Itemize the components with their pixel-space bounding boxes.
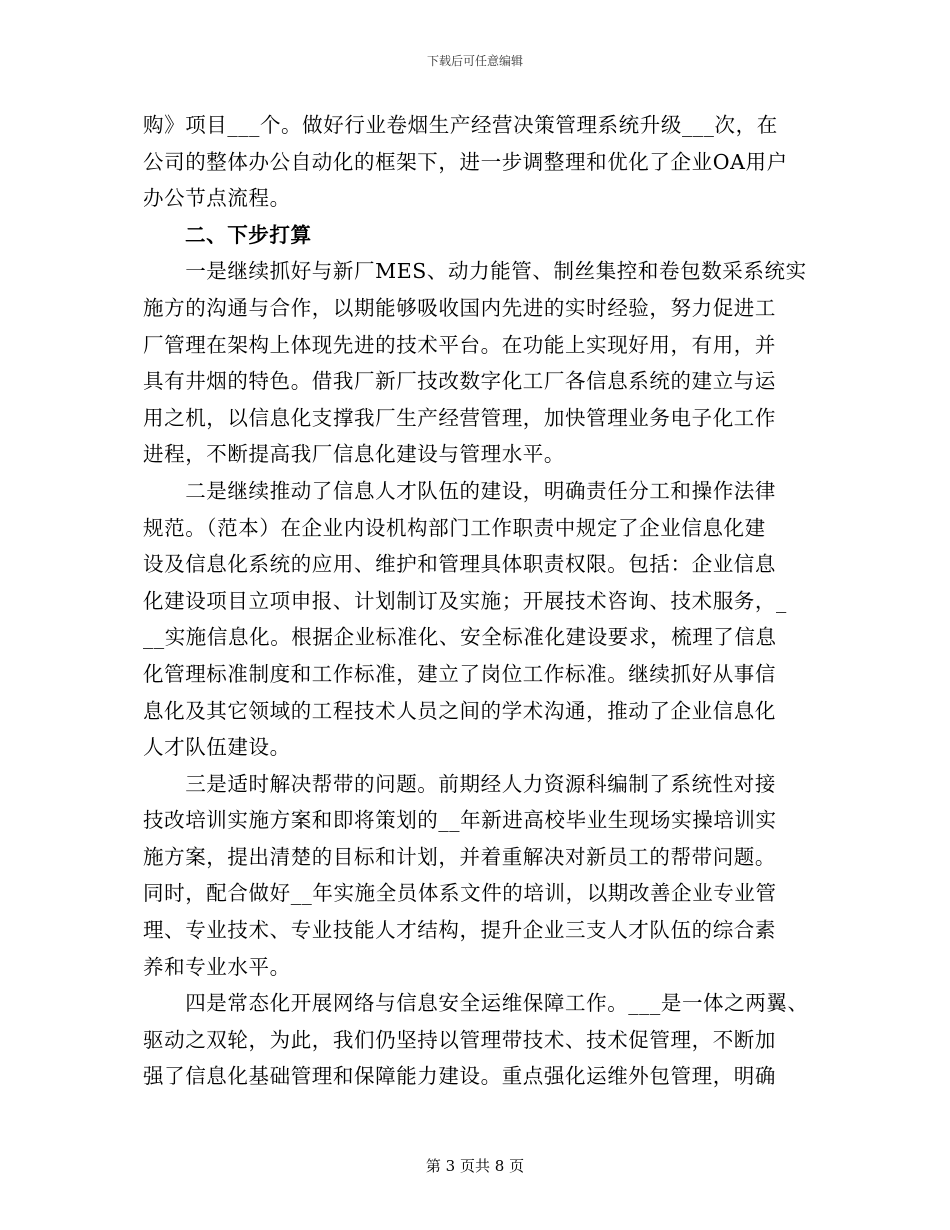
text-line: 理、专业技术、专业技能人才结构，提升企业三支人才队伍的综合素 [143,918,776,943]
text-line: 四是常态化开展网络与信息安全运维保障工作。___是一体之两翼、 [143,991,809,1016]
text-line: 技改培训实施方案和即将策划的__年新进高校毕业生现场实操培训实 [143,808,777,833]
text-line: 驱动之双轮，为此，我们仍坚持以管理带技术、技术促管理，不断加 [143,1027,776,1052]
text-line: 养和专业水平。 [143,954,291,979]
text-line: 息化及其它领域的工程技术人员之间的学术沟通，推动了企业信息化 [143,698,776,723]
text-line: 施方案，提出清楚的目标和计划，并着重解决对新员工的帮带问题。 [143,844,776,869]
text-line: 厂管理在架构上体现先进的技术平台。在功能上实现好用，有用，并 [143,332,776,357]
text-line: 具有井烟的特色。借我厂新厂技改数字化工厂各信息系统的建立与运 [143,369,776,394]
text-line: 化管理标准制度和工作标准，建立了岗位工作标准。继续抓好从事信 [143,661,776,686]
text-line: 化建设项目立项申报、计划制订及实施；开展技术咨询、技术服务，_ [143,588,787,613]
text-line: 三是适时解决帮带的问题。前期经人力资源科编制了系统性对接 [143,771,776,796]
page-header: 下载后可任意编辑 [426,54,523,68]
text-line: 购》项目___个。做好行业卷烟生产经营决策管理系统升级___次，在 [143,113,778,137]
text-line: 办公节点流程。 [143,186,291,211]
text-line: 二是继续推动了信息人才队伍的建设，明确责任分工和操作法律 [143,478,776,503]
text-line: 规范。（范本）在企业内设机构部门工作职责中规定了企业信息化建 [143,515,766,540]
text-line: 同时，配合做好__年实施全员体系文件的培训，以期改善企业专业管 [143,881,777,906]
section-heading: 二、下步打算 [185,222,312,247]
text-line: 进程，不断提高我厂信息化建设与管理水平。 [143,442,565,467]
document-body [143,107,807,1095]
page-footer: 第 3 页共 8 页 [425,1157,525,1175]
text-line: __实施信息化。根据企业标准化、安全标准化建设要求，梳理了信息 [143,625,777,650]
text-line: 强了信息化基础管理和保障能力建设。重点强化运维外包管理，明确 [143,1064,776,1089]
text-line: 设及信息化系统的应用、维护和管理具体职责权限。包括：企业信息 [143,552,776,577]
text-line: 人才队伍建设。 [143,735,291,760]
text-line: 公司的整体办公自动化的框架下，进一步调整理和优化了企业OA用户 [143,149,788,174]
text-line: 施方的沟通与合作，以期能够吸收国内先进的实时经验，努力促进工 [143,295,776,320]
text-line: 用之机，以信息化支撑我厂生产经营管理，加快管理业务电子化工作 [143,405,776,430]
text-line: 一是继续抓好与新厂MES、动力能管、制丝集控和卷包数采系统实 [143,259,807,284]
